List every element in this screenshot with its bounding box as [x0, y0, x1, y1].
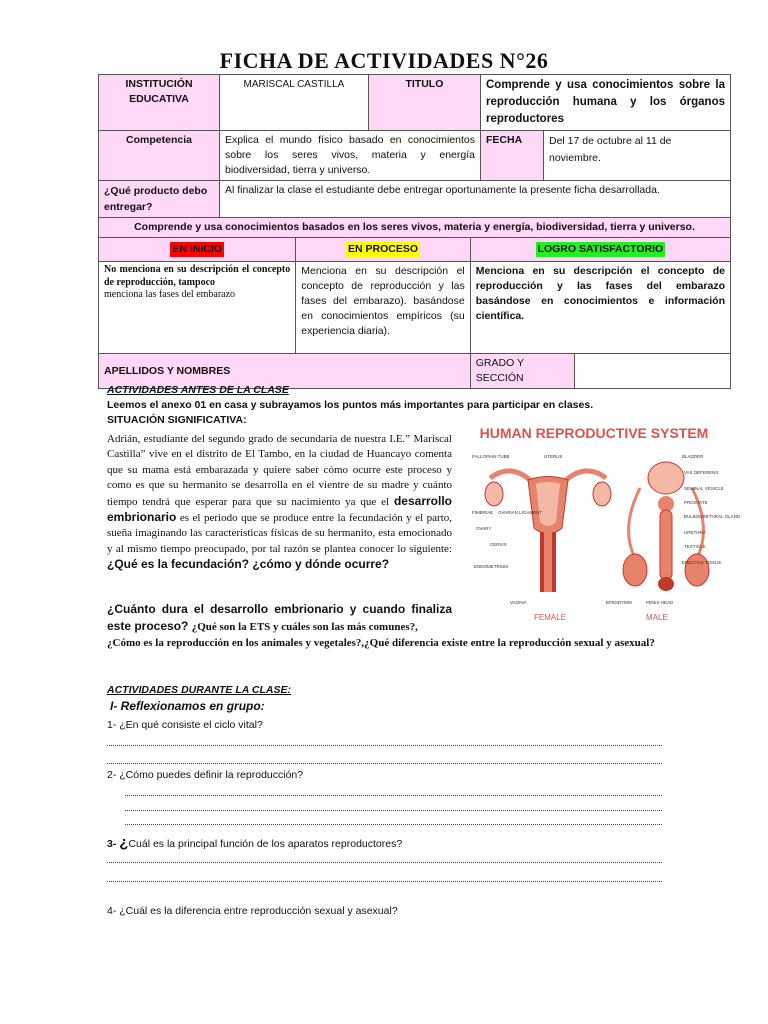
male-part-label: PROSTATE: [684, 500, 708, 505]
male-part-label: BULBOURETHRAL GLAND: [684, 514, 741, 519]
diagram-female-label: FEMALE: [534, 613, 567, 622]
competencia-value: Explica el mundo físico basado en conocimientos sobre los seres vivos, materia y energía biodiversidad, tierra y universo.: [220, 131, 481, 181]
nombres-label: APELLIDOS Y NOMBRES: [99, 354, 471, 389]
competencia-full: Comprende y usa conocimientos basados en los seres vivos, materia y energía, biodiversidad, tierra y universo.: [99, 218, 731, 251]
female-part-label: FALLOPIAN TUBE: [472, 454, 510, 459]
female-part-label: CERVIX: [490, 542, 507, 547]
q-duracion: ¿Cuánto dura el desarrollo embrionario y cuando finaliza este proceso?: [107, 602, 452, 633]
q-duracion-block: [107, 601, 452, 636]
level-logro-label: LOGRO SATISFACTORIO: [537, 243, 664, 255]
antes-heading: ACTIVIDADES ANTES DE LA CLASE: [107, 384, 289, 396]
diagram-male-label: MALE: [646, 613, 668, 622]
levels-table: [98, 237, 731, 389]
fecha-label: FECHA: [481, 131, 544, 181]
titulo-value: Comprende y usa conocimientos sobre la reproducción humana y los órganos reproductores: [481, 75, 731, 131]
female-part-label: ENDOMETRIUM: [474, 564, 508, 569]
institucion-value: MARISCAL CASTILLA: [220, 75, 369, 131]
producto-value: Al finalizar la clase el estudiante debe entregar oportunamente la presente ficha desarrollada.: [220, 181, 731, 218]
reproductive-diagram: [470, 418, 741, 628]
male-part-label: PENIS HEAD: [646, 600, 674, 605]
q-ets: ¿Qué son la ETS y cuáles son las más comunes?,: [191, 621, 418, 633]
antes-instruction: Leemos el anexo 01 en casa y subrayamos los puntos más importantes para participar en clases.: [107, 399, 594, 411]
producto-label: ¿Qué producto debo entregar?: [99, 181, 220, 218]
question-4: 4- ¿Cuál es la diferencia entre reproducción sexual y asexual?: [107, 905, 398, 917]
female-part-label: VAGINA: [510, 600, 527, 605]
diagram-title: HUMAN REPRODUCTIVE SYSTEM: [479, 425, 709, 441]
male-part-label: ERECTILE TISSUE: [682, 560, 722, 565]
grado-label: GRADO Y SECCIÓN: [470, 354, 574, 389]
durante-heading: ACTIVIDADES DURANTE LA CLASE:: [107, 684, 291, 696]
male-part-label: BLADDER: [682, 454, 704, 459]
male-organ-icon: [623, 462, 709, 591]
titulo-label: TITULO: [368, 75, 480, 131]
answer-line-3b[interactable]: [107, 881, 662, 882]
male-part-label: TESTICLE: [684, 544, 706, 549]
header-table: [98, 74, 731, 251]
male-part-label: EPIDIDYMIS: [606, 600, 633, 605]
situacion-term: desarrollo embrionario: [107, 493, 452, 525]
answer-line-2b[interactable]: [125, 810, 662, 811]
situacion-text: Adrián, estudiante del segundo grado de secundaria de nuestra I.E.” Mariscal Castilla” vive en el distrito de El Tambo, en la ciudad de Huancayo comenta que su mama está embarazada y quiere saber cómo ocurre este proceso y como es que su hermanito se desarrolla en el vientre de su madre y cuánto tiempo tendrá que esperar para que su nacimiento ya que el desarrollo embrionario es el periodo que se produce entre la fecundación y el parto, sueña imaginando las características físicas de su hermanito, esta emocionado y al mismo tiempo preocupado, por tal razón se plantea conocer lo siguiente: ¿Qué es la fecundación? ¿cómo y dónde ocurre?: [107, 433, 452, 572]
level-inicio-label: EN INICIO: [172, 243, 222, 255]
female-part-label: OVARY: [476, 526, 492, 531]
level-inicio-text: No menciona en su descripción el concepto de reproducción, tampoco menciona las fases del embarazo: [99, 262, 296, 354]
competencia-label: Competencia: [99, 131, 220, 181]
male-part-label: URETHRA: [684, 530, 706, 535]
q-animales: ¿Cómo es la reproducción en los animales y vegetales?,¿Qué diferencia existe entre la reproducción sexual y asexual?: [107, 637, 655, 649]
answer-line-2c[interactable]: [125, 824, 662, 825]
female-part-label: FIMBRIAE: [472, 510, 494, 515]
question-1: 1- ¿En qué consiste el ciclo vital?: [107, 719, 263, 731]
q-fecundacion: ¿Qué es la fecundación? ¿cómo y dónde ocurre?: [107, 557, 390, 572]
answer-line-3a[interactable]: [107, 862, 662, 863]
level-proceso-label: EN PROCESO: [347, 243, 418, 255]
male-part-label: VAS DEFERENS: [684, 470, 719, 475]
answer-line-1b[interactable]: [107, 763, 662, 764]
level-proceso-text: Menciona en su descripción el concepto de reproducción y las fases del embarazo). basándose en conocimientos empíricos (su experiencia diaria).: [296, 262, 471, 354]
female-part-label: UTERUS: [544, 454, 563, 459]
level-logro-text: Menciona en su descripción el concepto de reproducción y las fases del embarazo basándose en conocimientos e información científica.: [470, 262, 730, 354]
answer-line-2a[interactable]: [125, 795, 662, 796]
question-3: 3- ¿Cuál es la principal función de los aparatos reproductores?: [107, 834, 403, 851]
female-organ-icon: [485, 471, 611, 592]
answer-line-1a[interactable]: [107, 745, 662, 746]
situacion-label: SITUACIÓN SIGNIFICATIVA:: [107, 414, 247, 426]
fecha-value: Del 17 de octubre al 11 de noviembre.: [544, 131, 731, 181]
female-part-label: OVARIAN LIGAMENT: [498, 510, 543, 515]
institucion-label: INSTITUCIÓN EDUCATIVA: [99, 75, 220, 131]
male-part-label: SEMINAL VESICLE: [684, 486, 724, 491]
question-2: 2- ¿Cómo puedes definir la reproducción?: [107, 769, 304, 781]
durante-subheading: I- Reflexionamos en grupo:: [110, 699, 265, 713]
page-title: FICHA DE ACTIVIDADES N°26: [219, 48, 549, 73]
